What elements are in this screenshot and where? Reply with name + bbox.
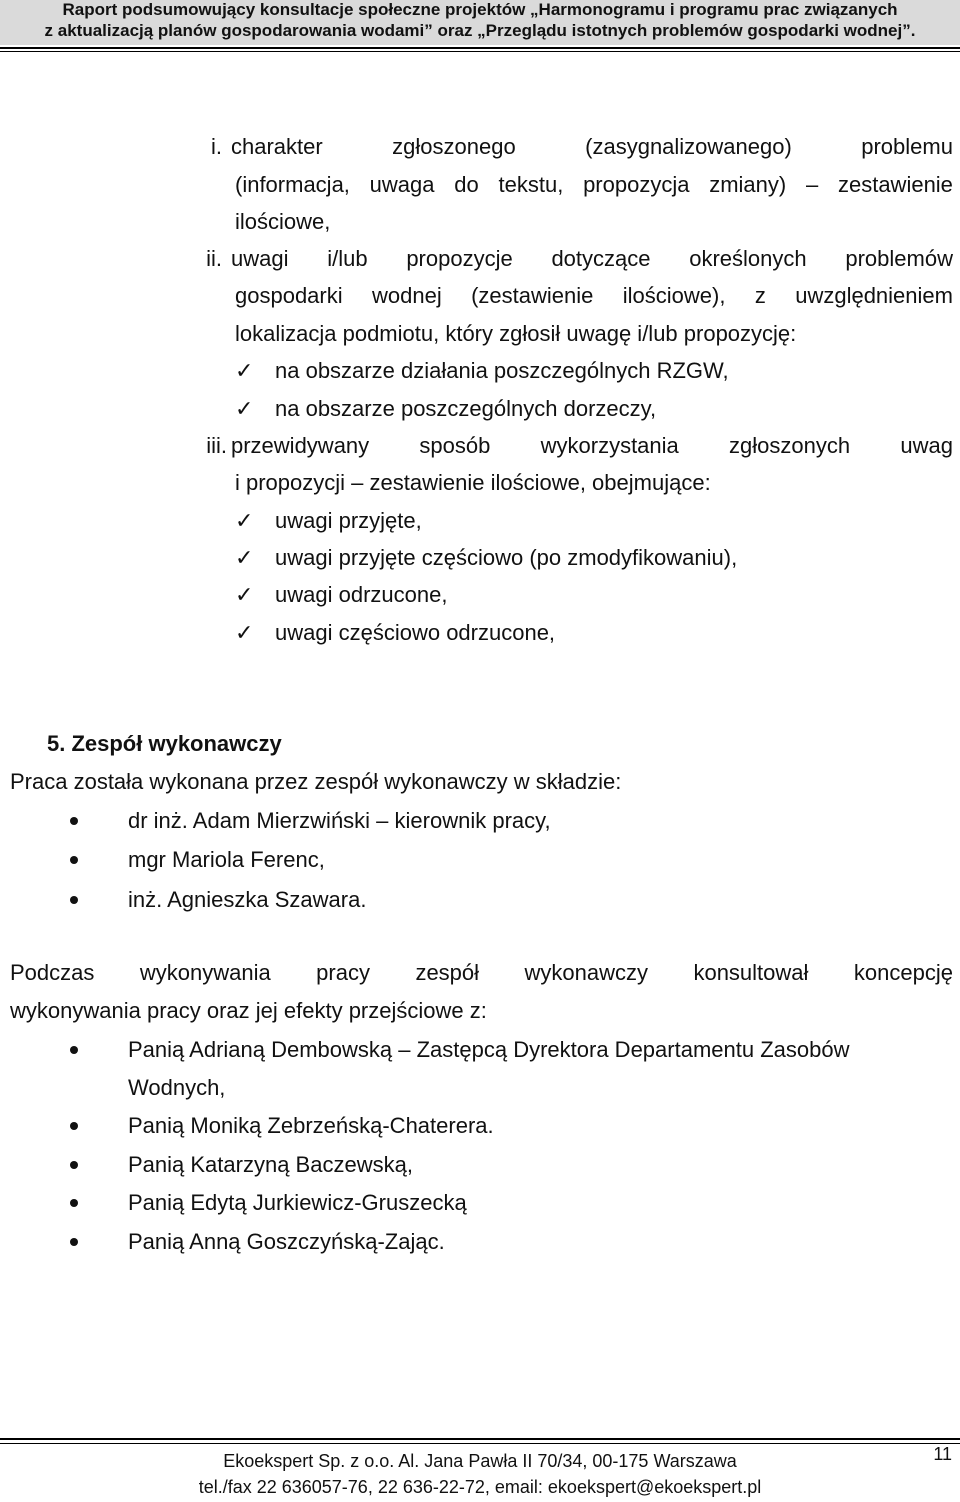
footer-rule xyxy=(0,1438,960,1440)
item-iii-line1 xyxy=(231,433,953,459)
word: uwag xyxy=(900,433,953,458)
word: tekstu, xyxy=(498,172,564,197)
word: z xyxy=(754,283,766,308)
team-member: inż. Agnieszka Szawara. xyxy=(128,887,367,912)
word: – xyxy=(805,172,819,197)
bullet-icon xyxy=(70,896,78,904)
bullet-icon xyxy=(70,1046,78,1054)
item-ii-line1 xyxy=(231,246,953,272)
word: zmiany) xyxy=(709,172,787,197)
word: koncepcję xyxy=(853,960,953,985)
consult-line1 xyxy=(10,960,953,986)
checkmark-icon: ✓ xyxy=(235,582,254,607)
item-ii-line3: lokalizacja podmiotu, który zgłosił uwagę i/lub propozycję: xyxy=(235,321,797,346)
word: określonych xyxy=(689,246,807,271)
word: uwaga xyxy=(369,172,435,197)
word: gospodarki xyxy=(235,283,343,308)
word: (zestawienie xyxy=(471,283,594,308)
item-ii-line2 xyxy=(235,283,953,309)
check-item-partly-accepted: uwagi przyjęte częściowo (po zmodyfikowaniu), xyxy=(275,545,738,570)
word: charakter xyxy=(231,134,323,159)
word: zestawienie xyxy=(837,172,953,197)
header-title-line2: z aktualizacją planów gospodarowania wodami” oraz „Przeglądu istotnych problemów gospodarki wodnej”. xyxy=(44,21,916,40)
word: wykorzystania xyxy=(540,433,679,458)
word: sposób xyxy=(419,433,491,458)
check-item-partly-rejected: uwagi częściowo odrzucone, xyxy=(275,620,556,645)
word: uwagi xyxy=(231,246,289,271)
header-title-line1: Raport podsumowujący konsultacje społeczne projektów „Harmonogramu i programu prac związanych xyxy=(62,0,898,19)
consultant: Panią Anną Goszczyńską-Zając. xyxy=(128,1229,445,1254)
word: (informacja, xyxy=(235,172,350,197)
bullet-icon xyxy=(70,1122,78,1130)
footer-rule-thin xyxy=(0,1443,960,1444)
item-i-line2 xyxy=(235,172,953,198)
page-header xyxy=(0,0,960,54)
check-item-rejected: uwagi odrzucone, xyxy=(275,582,448,607)
roman-numeral-i: i. xyxy=(211,134,222,159)
footer-address: Ekoekspert Sp. z o.o. Al. Jana Pawła II 70/34, 00-175 Warszawa xyxy=(223,1451,737,1471)
word: wodnej xyxy=(372,283,442,308)
team-member: dr inż. Adam Mierzwiński – kierownik pracy, xyxy=(128,808,551,833)
consultant: Panią Adrianą Dembowską – Zastępcą Dyrektora Departamentu Zasobów xyxy=(128,1037,850,1062)
bullet-icon xyxy=(70,1238,78,1246)
word: wykonawczy xyxy=(524,960,648,985)
word: propozycje xyxy=(406,246,513,271)
bullet-icon xyxy=(70,817,78,825)
consultant: Panią Katarzyną Baczewską, xyxy=(128,1152,413,1177)
word: zgłoszonego xyxy=(392,134,516,159)
item-i-line3: ilościowe, xyxy=(235,209,331,234)
word: uwzględnieniem xyxy=(795,283,953,308)
word: zgłoszonych xyxy=(729,433,851,458)
item-iii-line2: i propozycji – zestawienie ilościowe, obejmujące: xyxy=(235,470,711,495)
checkmark-icon: ✓ xyxy=(235,620,254,645)
check-item-rzgw: na obszarze działania poszczególnych RZGW, xyxy=(275,358,729,383)
word: przewidywany xyxy=(231,433,370,458)
team-intro: Praca została wykonana przez zespół wykonawczy w składzie: xyxy=(10,769,622,794)
word: pracy xyxy=(316,960,370,985)
word: propozycja xyxy=(583,172,690,197)
header-rule xyxy=(0,47,960,49)
checkmark-icon: ✓ xyxy=(235,358,254,383)
word: wykonywania xyxy=(139,960,271,985)
footer-contact: tel./fax 22 636057-76, 22 636-22-72, email: ekoekspert@ekoekspert.pl xyxy=(198,1477,762,1497)
section-heading: 5. Zespół wykonawczy xyxy=(47,731,282,756)
page-number: 11 xyxy=(933,1444,952,1464)
consultant-continuation: Wodnych, xyxy=(128,1075,226,1100)
bullet-icon xyxy=(70,1161,78,1169)
consult-line2: wykonywania pracy oraz jej efekty przejściowe z: xyxy=(10,998,487,1023)
word: Podczas xyxy=(10,960,95,985)
checkmark-icon: ✓ xyxy=(235,508,254,533)
check-item-dorzecza: na obszarze poszczególnych dorzeczy, xyxy=(275,396,657,421)
roman-numeral-ii: ii. xyxy=(206,246,222,271)
word: zespół xyxy=(415,960,480,985)
word: (zasygnalizowanego) xyxy=(585,134,792,159)
item-i-line1 xyxy=(231,134,953,160)
consultant: Panią Edytą Jurkiewicz-Gruszecką xyxy=(128,1190,467,1215)
word: ilościowe), xyxy=(622,283,726,308)
team-member: mgr Mariola Ferenc, xyxy=(128,847,325,872)
header-rule-thin xyxy=(0,51,960,52)
bullet-icon xyxy=(70,1199,78,1207)
word: dotyczące xyxy=(551,246,651,271)
word: problemów xyxy=(845,246,953,271)
consultant: Panią Moniką Zebrzeńską-Chaterera. xyxy=(128,1113,494,1138)
word: i/lub xyxy=(327,246,368,271)
word: do xyxy=(454,172,479,197)
check-item-accepted: uwagi przyjęte, xyxy=(275,508,422,533)
bullet-icon xyxy=(70,856,78,864)
word: problemu xyxy=(861,134,953,159)
roman-numeral-iii: iii. xyxy=(206,433,227,458)
word: konsultował xyxy=(693,960,809,985)
checkmark-icon: ✓ xyxy=(235,396,254,421)
checkmark-icon: ✓ xyxy=(235,545,254,570)
